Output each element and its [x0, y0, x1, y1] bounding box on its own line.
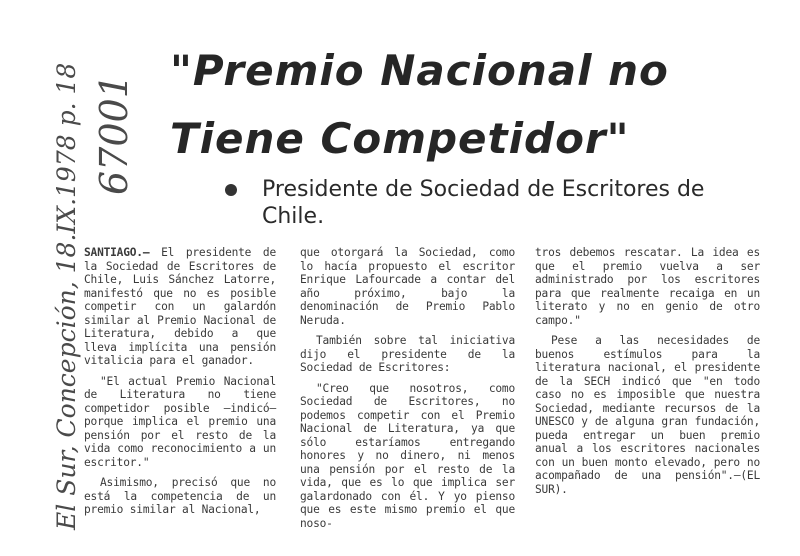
column-1-paragraph-3: Asimismo, precisó que no está la competencia de un premio similar al Nacional, — [84, 476, 276, 516]
handwritten-source-date: El Sur, Concepción, 18.IX.1978 p. 18 — [52, 62, 81, 530]
handwritten-catalog-number: 67001 — [92, 74, 136, 195]
column-3-paragraph-1: tros debemos rescatar. La idea es que el premio vuelva a ser administrado por los escritores para que realmente recaiga en un literato y no en genio de otro campo." — [535, 246, 760, 327]
column-2-paragraph-1: que otorgará la Sociedad, como lo hacía propuesto el escritor Enrique Lafourcade a contar del año próximo, bajo la denominación de Premio Pablo Neruda. — [300, 246, 515, 327]
article-column-2 — [300, 246, 515, 537]
article-column-3 — [535, 246, 760, 503]
headline-line-1: "Premio Nacional no — [170, 46, 669, 95]
column-1-paragraph-2: "El actual Premio Nacional de Literatura no tiene competidor posible —indicó— porque implica el premio una pensión por el resto de la vida como reconocimiento a un escritor." — [84, 374, 276, 469]
headline-line-2: Tiene Competidor" — [170, 114, 630, 163]
bullet-dot-icon — [225, 184, 237, 196]
column-1-paragraph-1-text: El presidente de la Sociedad de Escritores de Chile, Luis Sánchez Latorre, manifestó que no es posible competir con un galardón similar al Premio Nacional de Literatura, debido a que lleva implícita una pensión vitalicia para el ganador. — [84, 246, 276, 367]
article-column-1 — [84, 246, 276, 524]
column-2-paragraph-2: También sobre tal iniciativa dijo el presidente de la Sociedad de Escritores: — [300, 334, 515, 374]
dateline: SANTIAGO.— — [84, 246, 150, 259]
column-3-paragraph-2: Pese a las necesidades de buenos estímulos para la literatura nacional, el presidente de la SECH indicó que "en todo caso no es imposible que nuestra Sociedad, mediante recursos de la UNESCO y de alguna gran fundación, pueda entregar un buen premio anual a los escritores nacionales con un buen monto elevado, pero no acompañado de una pensión".—(EL SUR). — [535, 334, 760, 496]
subheadline: Presidente de Sociedad de Escritores de Chile. — [262, 177, 705, 229]
column-2-paragraph-3: "Creo que nosotros, como Sociedad de Escritores, no podemos competir con el Premio Nacional de Literatura, ya que sólo estaríamos entregando honores y no dinero, ni menos una pensión por el resto de la vida, que es lo que implica ser galardonado con él. Y yo pienso que es este mismo premio el que noso- — [300, 381, 515, 530]
column-1-paragraph-1 — [84, 246, 276, 368]
